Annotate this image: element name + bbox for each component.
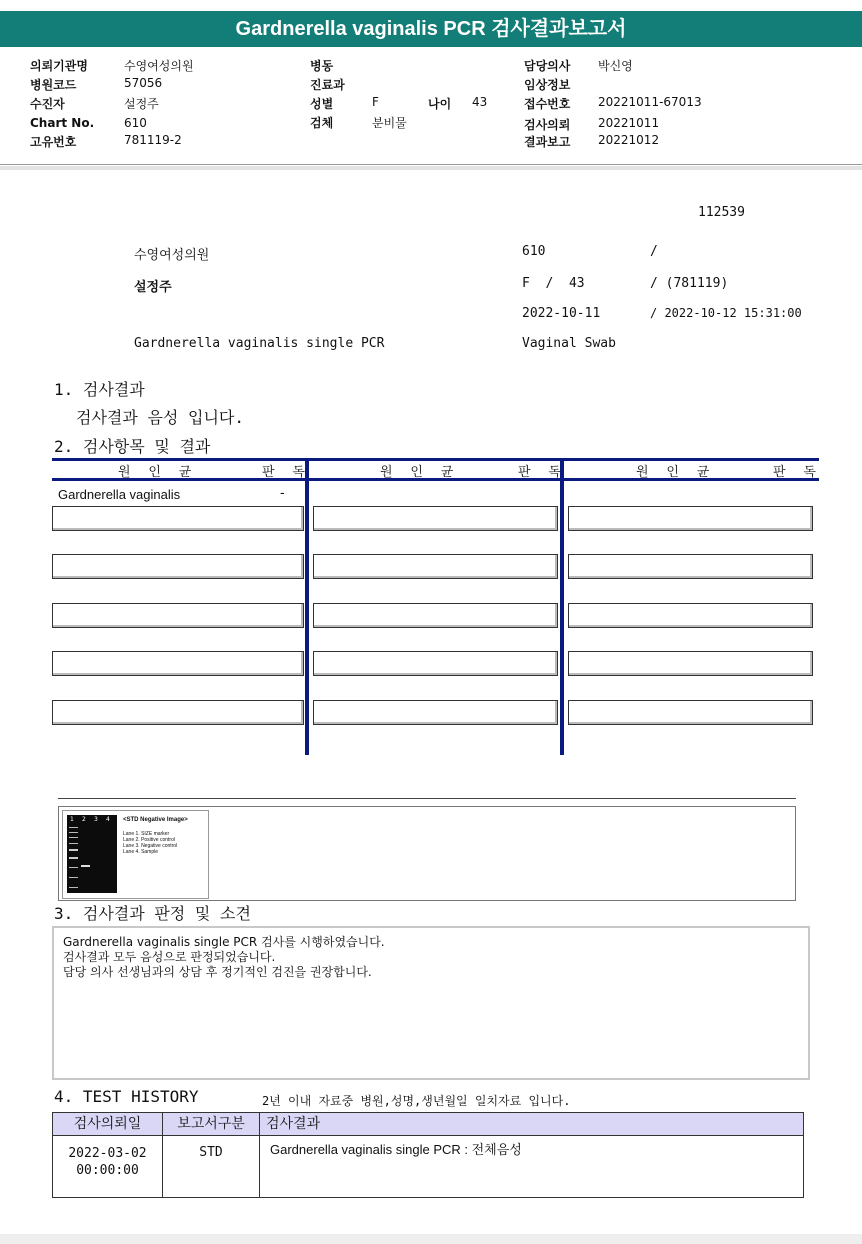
gel-legend-item: Lane 2. Positive control xyxy=(123,837,175,843)
label-sex: 성별 xyxy=(310,97,334,111)
info-clinic: 수영여성의원 xyxy=(134,248,210,263)
lane-label: 1 xyxy=(70,816,74,823)
gel-legend xyxy=(123,831,177,855)
info-received: 2022-10-11 xyxy=(522,306,601,321)
bottom-strip xyxy=(0,1234,862,1244)
history-row-type: STD xyxy=(199,1145,223,1160)
result-judge-head-2: 판 독 xyxy=(518,465,566,480)
result-box xyxy=(52,700,304,725)
history-table xyxy=(52,1112,804,1198)
result-box xyxy=(52,506,304,531)
gel-lanes xyxy=(67,815,117,893)
result-judge-head-3: 판 독 xyxy=(773,465,821,480)
result-col-head-1: 원 인 균 xyxy=(118,465,197,480)
result-box xyxy=(313,554,558,579)
label-clinical-info: 임상정보 xyxy=(524,78,571,92)
value-doctor: 박신영 xyxy=(598,59,633,73)
info-slash: / xyxy=(650,244,658,259)
report-title: Gardnerella vaginalis PCR 검사결과보고서 xyxy=(0,11,862,47)
marker-band xyxy=(69,849,78,851)
result-box xyxy=(52,651,304,676)
gel-title: <STD Negative Image> xyxy=(123,817,188,823)
history-note: 2년 이내 자료중 병원,성명,생년월일 일치자료 입니다. xyxy=(262,1094,571,1108)
value-request-date: 20221011 xyxy=(598,116,660,130)
marker-band xyxy=(69,837,78,838)
info-chart-no: 610 xyxy=(522,244,546,259)
section1-result: 검사결과 음성 입니다. xyxy=(76,408,245,427)
result-table-divider-1 xyxy=(305,458,309,755)
gel-panel-top-rule xyxy=(58,798,796,799)
history-date: 2022-03-02 xyxy=(68,1146,147,1161)
info-patient: 설정주 xyxy=(134,280,172,295)
result-organism-name: Gardnerella vaginalis xyxy=(58,487,181,502)
opinion-box xyxy=(52,926,810,1080)
result-box xyxy=(568,603,813,628)
value-report-date: 20221012 xyxy=(598,133,660,147)
history-row-result: Gardnerella vaginalis single PCR : 전체음성 xyxy=(270,1142,522,1157)
value-specimen: 분비물 xyxy=(372,116,407,130)
lane-label: 2 xyxy=(82,816,86,823)
lane-label: 3 xyxy=(94,816,98,823)
history-row-date xyxy=(53,1145,162,1179)
positive-control-band xyxy=(81,865,90,867)
info-birth: / (781119) xyxy=(650,276,729,291)
marker-band xyxy=(69,832,78,833)
info-specimen: Vaginal Swab xyxy=(522,336,616,351)
label-receipt-no: 접수번호 xyxy=(524,97,571,111)
history-head-date: 검사의뢰일 xyxy=(53,1113,162,1135)
report-code: 112539 xyxy=(698,205,745,220)
gel-legend-item: Lane 3. Negative control xyxy=(123,843,178,849)
value-unique-no: 781119-2 xyxy=(124,133,182,147)
result-box xyxy=(52,603,304,628)
result-box xyxy=(313,603,558,628)
result-organism-value: - xyxy=(280,486,285,501)
history-col-rule xyxy=(259,1113,260,1197)
opinion-line: 담당 의사 선생님과의 상담 후 정기적인 검진을 권장합니다. xyxy=(63,965,372,979)
history-head-type: 보고서구분 xyxy=(163,1113,259,1135)
value-sex: F xyxy=(372,95,379,109)
result-box xyxy=(52,554,304,579)
opinion-text xyxy=(63,935,385,980)
opinion-line: 검사결과 모두 음성으로 판정되었습니다. xyxy=(63,950,276,964)
value-receipt-no: 20221011-67013 xyxy=(598,95,702,109)
result-box xyxy=(313,700,558,725)
value-chart-no: 610 xyxy=(124,116,147,130)
info-reported: / 2022-10-12 15:31:00 xyxy=(650,306,802,320)
info-test-name: Gardnerella vaginalis single PCR xyxy=(134,336,385,351)
result-box xyxy=(568,554,813,579)
label-hospital-code: 병원코드 xyxy=(30,78,77,92)
opinion-line: Gardnerella vaginalis single PCR 검사를 시행하였습니다. xyxy=(63,935,385,949)
label-chart-no: Chart No. xyxy=(30,116,95,130)
value-age: 43 xyxy=(472,95,488,109)
value-requesting-institution: 수영여성의원 xyxy=(124,59,194,73)
label-ward: 병동 xyxy=(310,59,334,73)
history-head-result: 검사결과 xyxy=(260,1113,803,1135)
section4-title: 4. TEST HISTORY xyxy=(54,1087,199,1106)
marker-band xyxy=(69,887,78,888)
history-time: 00:00:00 xyxy=(76,1163,139,1178)
result-box xyxy=(568,700,813,725)
header-divider xyxy=(0,164,862,165)
lane-label: 4 xyxy=(106,816,110,823)
label-department: 진료과 xyxy=(310,78,345,92)
result-box xyxy=(313,506,558,531)
result-box xyxy=(313,651,558,676)
marker-band xyxy=(69,867,78,868)
value-hospital-code: 57056 xyxy=(124,76,163,90)
result-col-head-2: 원 인 균 xyxy=(380,465,459,480)
value-patient: 설정주 xyxy=(124,97,159,111)
marker-band xyxy=(69,877,78,878)
label-request-date: 검사의뢰 xyxy=(524,118,571,132)
label-patient: 수진자 xyxy=(30,97,65,111)
label-report-date: 결과보고 xyxy=(524,135,571,149)
marker-band xyxy=(69,827,78,828)
result-box xyxy=(568,651,813,676)
marker-band xyxy=(69,857,78,859)
section3-title: 3. 검사결과 판정 및 소견 xyxy=(54,904,251,923)
gel-legend-item: Lane 4. Sample xyxy=(123,849,159,855)
gel-image xyxy=(62,810,209,899)
result-table-divider-2 xyxy=(560,458,564,755)
gel-legend-item: Lane 1. SIZE marker xyxy=(123,831,170,837)
label-specimen: 검체 xyxy=(310,116,334,130)
result-judge-head-1: 판 독 xyxy=(262,465,310,480)
header-divider-shadow xyxy=(0,166,862,170)
label-requesting-institution: 의뢰기관명 xyxy=(30,59,88,73)
history-header-rule xyxy=(53,1135,803,1136)
label-doctor: 담당의사 xyxy=(524,59,571,73)
result-box xyxy=(568,506,813,531)
info-sex-age: F / 43 xyxy=(522,276,585,291)
section2-title: 2. 검사항목 및 결과 xyxy=(54,437,211,456)
section1-title: 1. 검사결과 xyxy=(54,380,145,399)
marker-band xyxy=(69,843,78,844)
result-col-head-3: 원 인 균 xyxy=(636,465,715,480)
label-unique-no: 고유번호 xyxy=(30,135,77,149)
label-age: 나이 xyxy=(428,97,452,111)
